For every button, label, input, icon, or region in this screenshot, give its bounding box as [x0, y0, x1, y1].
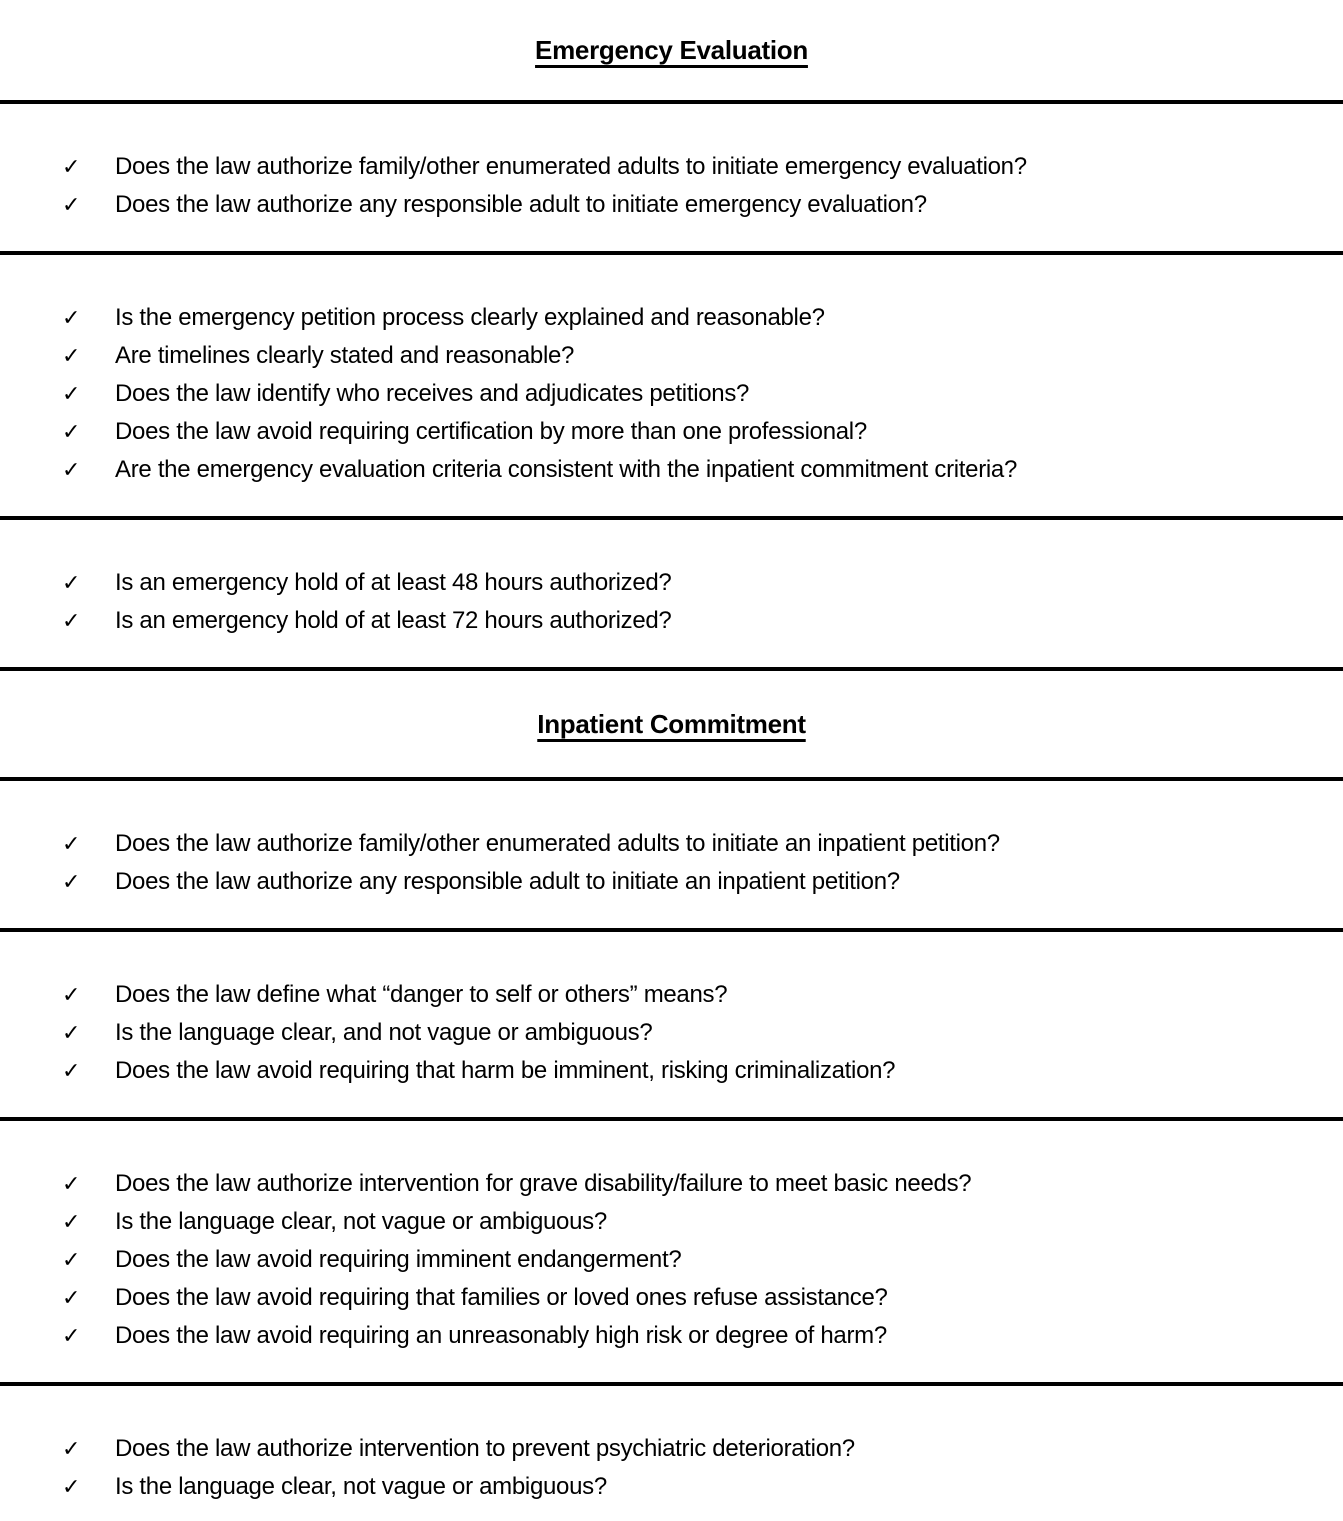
- checkmark-icon: ✓: [62, 1436, 81, 1461]
- checklist-item-text: Does the law avoid requiring that harm be imminent, risking criminalization?: [115, 1057, 896, 1084]
- checklist-item-text: Are timelines clearly stated and reasonable?: [115, 342, 575, 369]
- checkmark-icon: ✓: [62, 1247, 81, 1272]
- checkmark-icon: ✓: [62, 419, 81, 444]
- checklist-item: [0, 1468, 1343, 1506]
- checklist-item-text: Is an emergency hold of at least 72 hours authorized?: [115, 607, 672, 634]
- checklist-item-text: Is the language clear, and not vague or ambiguous?: [115, 1019, 653, 1046]
- checkmark-icon: ✓: [62, 1171, 81, 1196]
- checkmark-icon: ✓: [62, 1020, 81, 1045]
- checklist-item: [0, 1279, 1343, 1317]
- checkmark-icon: ✓: [62, 1285, 81, 1310]
- checklist-item-text: Does the law authorize family/other enumerated adults to initiate an inpatient petition?: [115, 830, 1000, 857]
- checklist-item: [0, 299, 1343, 337]
- checklist-item: [0, 1165, 1343, 1203]
- checklist-section: [0, 932, 1343, 1117]
- checklist-item-text: Does the law avoid requiring certification by more than one professional?: [115, 418, 867, 445]
- checkmark-icon: ✓: [62, 192, 81, 217]
- checklist-item: [0, 1052, 1343, 1090]
- checklist-item: [0, 976, 1343, 1014]
- checklist-item: [0, 148, 1343, 186]
- checkmark-icon: ✓: [62, 457, 81, 482]
- checkmark-icon: ✓: [62, 1209, 81, 1234]
- checklist-item-text: Is the emergency petition process clearly explained and reasonable?: [115, 304, 825, 331]
- checkmark-icon: ✓: [62, 154, 81, 179]
- checklist-item: [0, 375, 1343, 413]
- checkmark-icon: ✓: [62, 608, 81, 633]
- checklist-section: [0, 1121, 1343, 1382]
- checklist-item-text: Are the emergency evaluation criteria consistent with the inpatient commitment criteria?: [115, 456, 1018, 483]
- checkmark-icon: ✓: [62, 381, 81, 406]
- checklist-item: [0, 825, 1343, 863]
- section-heading-block: [0, 671, 1343, 777]
- section-heading: Inpatient Commitment: [537, 708, 806, 739]
- checklist-item: [0, 1203, 1343, 1241]
- checkmark-icon: ✓: [62, 570, 81, 595]
- checklist-item-text: Is the language clear, not vague or ambiguous?: [115, 1473, 607, 1500]
- checklist-item: [0, 564, 1343, 602]
- checklist-item-text: Is the language clear, not vague or ambiguous?: [115, 1208, 607, 1235]
- checklist-section: [0, 781, 1343, 928]
- section-heading: Emergency Evaluation: [535, 34, 808, 65]
- checklist-item: [0, 1430, 1343, 1468]
- checklist-item: [0, 451, 1343, 489]
- checkmark-icon: ✓: [62, 305, 81, 330]
- checklist-item: [0, 602, 1343, 640]
- checklist-section: [0, 1386, 1343, 1521]
- checklist-item-text: Does the law avoid requiring that families or loved ones refuse assistance?: [115, 1284, 888, 1311]
- checklist-item-text: Does the law avoid requiring imminent endangerment?: [115, 1246, 682, 1273]
- section-heading-block: [0, 0, 1343, 100]
- checklist-item-text: Does the law avoid requiring an unreasonably high risk or degree of harm?: [115, 1322, 887, 1349]
- checklist-section: [0, 520, 1343, 667]
- checklist-item-text: Is an emergency hold of at least 48 hours authorized?: [115, 569, 672, 596]
- checklist-item: [0, 863, 1343, 901]
- checkmark-icon: ✓: [62, 1058, 81, 1083]
- checkmark-icon: ✓: [62, 1474, 81, 1499]
- checklist-item-text: Does the law authorize family/other enumerated adults to initiate emergency evaluation?: [115, 153, 1027, 180]
- checklist-item-text: Does the law identify who receives and adjudicates petitions?: [115, 380, 750, 407]
- checkmark-icon: ✓: [62, 1323, 81, 1348]
- checkmark-icon: ✓: [62, 869, 81, 894]
- checklist-item: [0, 1317, 1343, 1355]
- checklist-item-text: Does the law authorize intervention to prevent psychiatric deterioration?: [115, 1435, 855, 1462]
- checklist-item: [0, 1014, 1343, 1052]
- checklist-item: [0, 186, 1343, 224]
- checklist-item-text: Does the law authorize any responsible adult to initiate emergency evaluation?: [115, 191, 927, 218]
- checklist-section: [0, 104, 1343, 251]
- checklist-item-text: Does the law authorize intervention for grave disability/failure to meet basic needs?: [115, 1170, 972, 1197]
- checklist-section: [0, 255, 1343, 516]
- checkmark-icon: ✓: [62, 343, 81, 368]
- checklist-item: [0, 1241, 1343, 1279]
- checkmark-icon: ✓: [62, 982, 81, 1007]
- checklist-item: [0, 337, 1343, 375]
- checklist-item: [0, 413, 1343, 451]
- checklist-item-text: Does the law authorize any responsible adult to initiate an inpatient petition?: [115, 868, 900, 895]
- checklist-item-text: Does the law define what “danger to self or others” means?: [115, 981, 728, 1008]
- checkmark-icon: ✓: [62, 831, 81, 856]
